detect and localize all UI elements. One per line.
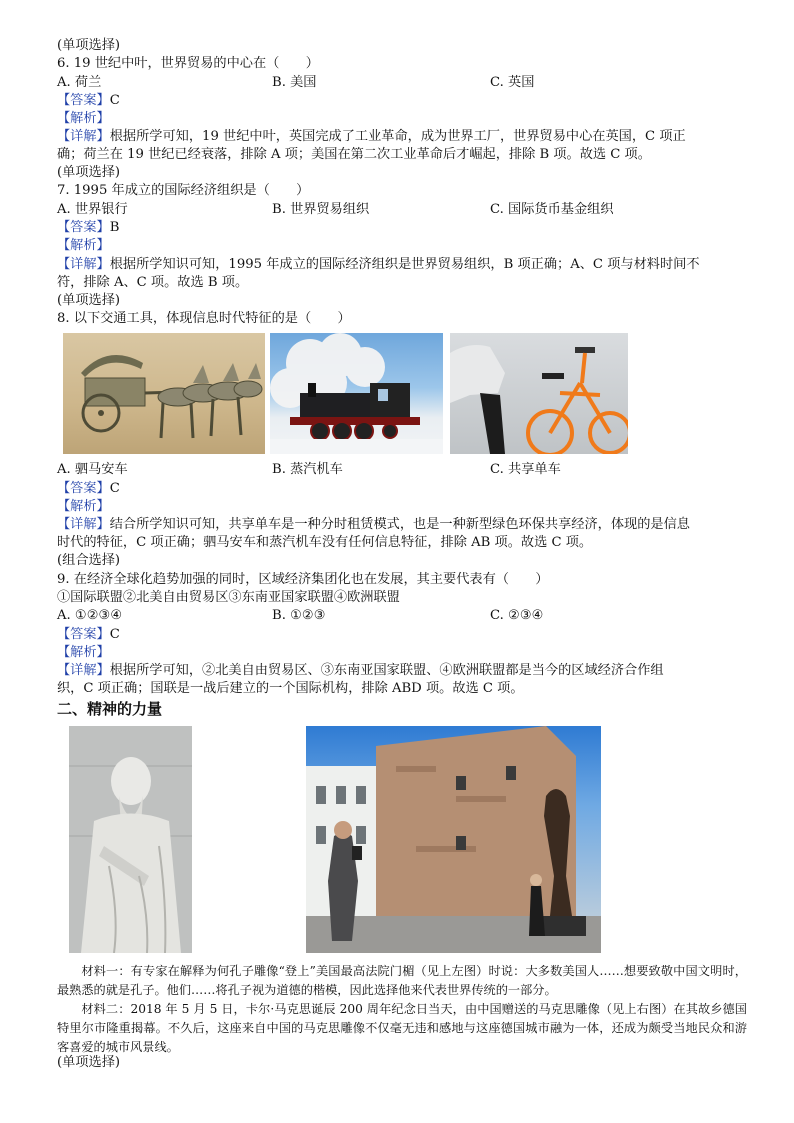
answer-line [57, 219, 119, 237]
answer-tag: 【答案】 [57, 220, 110, 235]
option-c: C. ②③④ [490, 608, 544, 623]
detail-tag: 【详解】 [57, 257, 110, 272]
analysis-tag: 【解析】 [57, 499, 110, 514]
shared-bike-image [450, 333, 628, 454]
confucius-statue-image [69, 726, 192, 953]
option-b: B. ①②③ [272, 608, 326, 623]
question-stem: 6. 19 世纪中叶，世界贸易的中心在（ ） [57, 56, 319, 71]
answer-tag: 【答案】 [57, 481, 110, 496]
option-c: C. 国际货币基金组织 [490, 202, 614, 217]
option-c: C. 英国 [490, 75, 535, 90]
detail-line [57, 256, 700, 274]
answer-value: B [109, 220, 120, 235]
detail-text-cont: 确；荷兰在 19 世纪已经衰落，排除 A 项；美国在第二次工业革命后才崛起，排除 B 项。故选 C 项。 [57, 147, 651, 162]
detail-text-cont: 织，C 项正确；国联是一战后建立的一个国际机构，排除 ABD 项。故选 C 项。 [57, 681, 524, 696]
answer-value: C [109, 627, 120, 642]
question-type: (单项选择) [57, 165, 121, 180]
detail-tag: 【详解】 [57, 517, 110, 532]
detail-line [57, 662, 664, 680]
detail-text-cont: 时代的特征，C 项正确；驷马安车和蒸汽机车没有任何信息特征，排除 AB 项。故选 C 项。 [57, 535, 593, 550]
answer-value: C [109, 93, 120, 108]
statue-illustration [69, 726, 192, 953]
question-type: (单项选择) [57, 1055, 121, 1070]
detail-tag: 【详解】 [57, 129, 110, 144]
detail-text: 根据所学可知，19 世纪中叶，英国完成了工业革命，成为世界工厂，世界贸易中心在英国，C 项正 [109, 129, 686, 144]
bike-illustration [450, 333, 628, 454]
option-b: B. 蒸汽机车 [272, 462, 343, 477]
question-stem: 8. 以下交通工具，体现信息时代特征的是（ ） [57, 311, 351, 326]
steam-locomotive-image [270, 333, 443, 454]
detail-text-cont: 符，排除 A、C 项。故选 B 项。 [57, 275, 249, 290]
answer-value: C [109, 481, 120, 496]
material-one: 材料一：有专家在解释为何孔子雕像“登上”美国最高法院门楣（见上左图）时说：大多数美国人……想要致敬中国文明时，最熟悉的就是孔子。他们……将孔子视为道德的楷模，因此选择他来代表世界传统的一部分。 [57, 964, 747, 997]
question-items: ①国际联盟②北美自由贸易区③东南亚国家联盟④欧洲联盟 [57, 590, 400, 605]
analysis-tag: 【解析】 [57, 238, 110, 253]
detail-line [57, 516, 690, 534]
option-c: C. 共享单车 [490, 462, 561, 477]
option-a: A. 荷兰 [57, 75, 102, 90]
option-a: A. 世界银行 [57, 202, 128, 217]
section-title: 二、精神的力量 [57, 700, 163, 718]
answer-line [57, 480, 120, 498]
answer-tag: 【答案】 [57, 627, 110, 642]
bronze-chariot-image [63, 333, 265, 454]
detail-tag: 【详解】 [57, 663, 110, 678]
answer-line [57, 92, 120, 110]
option-b: B. 世界贸易组织 [272, 202, 370, 217]
option-a: A. 驷马安车 [57, 462, 128, 477]
answer-tag: 【答案】 [57, 93, 110, 108]
detail-text: 结合所学知识可知，共享单车是一种分时租赁模式，也是一种新型绿色环保共享经济，体现的是信息 [109, 517, 690, 532]
locomotive-illustration [270, 333, 443, 454]
analysis-tag: 【解析】 [57, 645, 110, 660]
option-b: B. 美国 [272, 75, 317, 90]
answer-line [57, 626, 120, 644]
chariot-illustration [63, 333, 265, 454]
detail-text: 根据所学知识可知，1995 年成立的国际经济组织是世界贸易组织，B 项正确；A、C 项与材料时间不 [109, 257, 700, 272]
question-type: (单项选择) [57, 38, 121, 53]
question-type: (单项选择) [57, 293, 121, 308]
material-two: 材料二：2018 年 5 月 5 日，卡尔·马克思诞辰 200 周年纪念日当天，由中国赠送的马克思雕像（见上右图）在其故乡德国特里尔市隆重揭幕。不久后，这座来自中国的马克思雕像不仅毫无违和感地与这座德国城市融为一体，还成为颇受当地民众和游客喜爱的城市风景线。 [57, 1002, 747, 1054]
analysis-tag: 【解析】 [57, 111, 110, 126]
marx-statue-image [306, 726, 601, 953]
detail-text: 根据所学可知，②北美自由贸易区、③东南亚国家联盟、④欧洲联盟都是当今的区域经济合作组 [109, 663, 664, 678]
detail-line [57, 128, 686, 146]
question-type: (组合选择) [57, 553, 121, 568]
trier-illustration [306, 726, 601, 953]
option-a: A. ①②③④ [57, 608, 123, 623]
question-stem: 9. 在经济全球化趋势加强的同时，区域经济集团化也在发展，其主要代表有（ ） [57, 572, 549, 587]
question-stem: 7. 1995 年成立的国际经济组织是（ ） [57, 183, 310, 198]
